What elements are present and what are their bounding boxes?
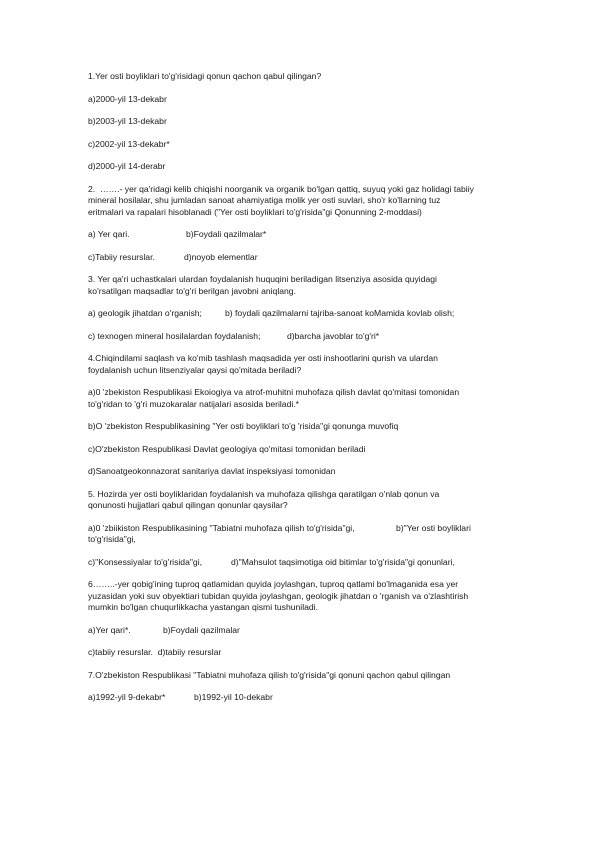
question-5-option-c: c)"Konsessiyalar to'g'risida"gi,	[88, 556, 202, 567]
question-3-option-a: a) geologik jihatdan o'rganish;	[88, 308, 202, 318]
question-3-options-cd	[88, 331, 508, 343]
question-6-options-ab	[88, 625, 508, 637]
question-2-options-cd	[88, 252, 508, 264]
question-4-option-b: b)O 'zbekiston Respublikasining "Yer osti boyliklari to'g 'risida"gi qonunga muvofiq	[88, 421, 399, 431]
question-5-option-a: a)0 'zbiikiston Respublikasining "Tabiatni muhofaza qilish to'g'risida"gi,	[88, 522, 355, 533]
question-5-option-b-line-2: to'g'risida"gi,	[88, 534, 136, 544]
question-3-options-ab	[88, 308, 508, 320]
question-5-options-ab	[88, 523, 508, 535]
question-1-option-d: d)2000-yil 14-derabr	[88, 161, 166, 171]
question-6-line-1: 6……..-yer qobig'ining tuproq qatlamidan quyida joylashgan, tuproq qatlami bo'lmaganida esa yer	[88, 579, 459, 589]
question-6-option-a: a)Yer qari*.	[88, 624, 131, 635]
question-7-option-b: b)1992-yil 10-dekabr	[194, 692, 273, 702]
question-3-line-1: 3. Yer qa'ri uchastkalari ulardan foydalanish huquqini beriladigan litsenziya asosida quyidagi	[88, 274, 437, 284]
question-6-line-2: yuzasidan yoki suv obyektiari tubidan quyida joylashgan, geologik jihatdan o 'rganish va o'zlashtirish	[88, 590, 469, 601]
question-5-options-cd	[88, 557, 508, 569]
question-2-option-a: a) Yer qari.	[88, 229, 130, 239]
question-4-line-2: foydalanish uchun litsenziyalar qaysi qo'mitada beriladi?	[88, 364, 302, 375]
question-2-option-b: b)Foydali qazilmalar*	[186, 229, 267, 239]
question-2-option-c: c)Tabiiy resurslar.	[88, 251, 155, 262]
question-5-line-2: qonunosti hujjatlari qabul qilingan qonunlar qaysilar?	[88, 500, 288, 510]
question-6-option-b: b)Foydali qazilmalar	[163, 624, 240, 635]
question-2-line-1: 2. …….- yer qa'ridagi kelib chiqishi noorganik va organik bo'lgan qattiq, suyuq yoki gaz holidagi tabiiy	[88, 183, 474, 194]
question-3-line-2: ko'rsatilgan maqsadlar to'g'ri berilgan javobni aniqlang.	[88, 285, 296, 296]
question-4-option-d: d)Sanoatgeokonnazorat sanitariya davlat inspeksiyasi tomonidan	[88, 466, 336, 476]
question-4-option-a-line-1: a)0 'zbekiston Respublikasi Ekoiogiya va atrof-muhitni muhofaza qilish davlat qo'mitasi tomonidan	[88, 387, 460, 397]
question-5-option-d: d)"Mahsulot taqsimotiga oid bitimlar to'g'risida"gi qonunlari,	[231, 556, 455, 567]
question-1-option-c: c)2002-yil 13-dekabr*	[88, 138, 170, 149]
question-4-option-a-line-2: to'g'ridan to 'g'ri muzokaralar natijalari asosida beriladi.*	[88, 398, 300, 409]
question-1: 1.Yer osti boyliklari to'g'risidagi qonun qachon qabul qilingan?	[88, 71, 322, 81]
document-body	[88, 71, 508, 704]
question-1-option-b: b)2003-yil 13-dekabr	[88, 116, 167, 126]
question-2-option-d: d)noyob elementlar	[184, 251, 258, 262]
question-3-option-d: d)barcha javoblar to'g'ri*	[287, 330, 380, 341]
question-3-option-c: c) texnogen mineral hosilalardan foydalanish;	[88, 330, 261, 341]
question-7-line-1: 7.O'zbekiston Respublikasi "Tabiatni muhofaza qilish to'g'risida"gi qonuni qachon qabul qilingan	[88, 669, 451, 680]
question-3-option-b: b) foydali qazilmalarni tajriba-sanoat koMamida kovlab olish;	[225, 308, 455, 318]
question-2-line-2: mineral hosilalar, shu jumladan sanoat ahamiyatiga molik yer osti suvlari, sho'r ko'llarning tuz	[88, 195, 441, 205]
question-5-line-1: 5. Hozirda yer osti boyliklaridan foydalanish va muhofaza qilishga qaratilgan o'nlab qonun va	[88, 488, 440, 499]
question-7-options-ab	[88, 692, 508, 704]
question-1-option-a: a)2000-yil 13-dekabr	[88, 93, 167, 104]
question-2-options-ab	[88, 229, 508, 241]
question-6-line-3: mumkin bo'lgan chuqurlikkacha yastangan qismi tushuniladi.	[88, 602, 318, 612]
question-2-line-3: eritmalari va rapalari hisoblanadi ("Yer osti boyliklari to'g'risida"gi Qonunning 2-moddasi)	[88, 206, 422, 217]
question-4-line-1: 4.Chiqindilami saqlash va ko'mib tashlash maqsadida yer osti inshootlarini qurish va ulardan	[88, 353, 438, 363]
question-5-option-b-line-1: b)"Yer osti boyliklari	[396, 522, 471, 533]
question-6-options-cd: c)tabiiy resurslar. d)tabiiy resurslar	[88, 647, 222, 657]
question-7-option-a: a)1992-yil 9-dekabr*	[88, 692, 166, 702]
question-4-option-c: c)O'zbekiston Respublikasi Davlat geologiya qo'mitasi tomonidan beriladi	[88, 443, 366, 454]
